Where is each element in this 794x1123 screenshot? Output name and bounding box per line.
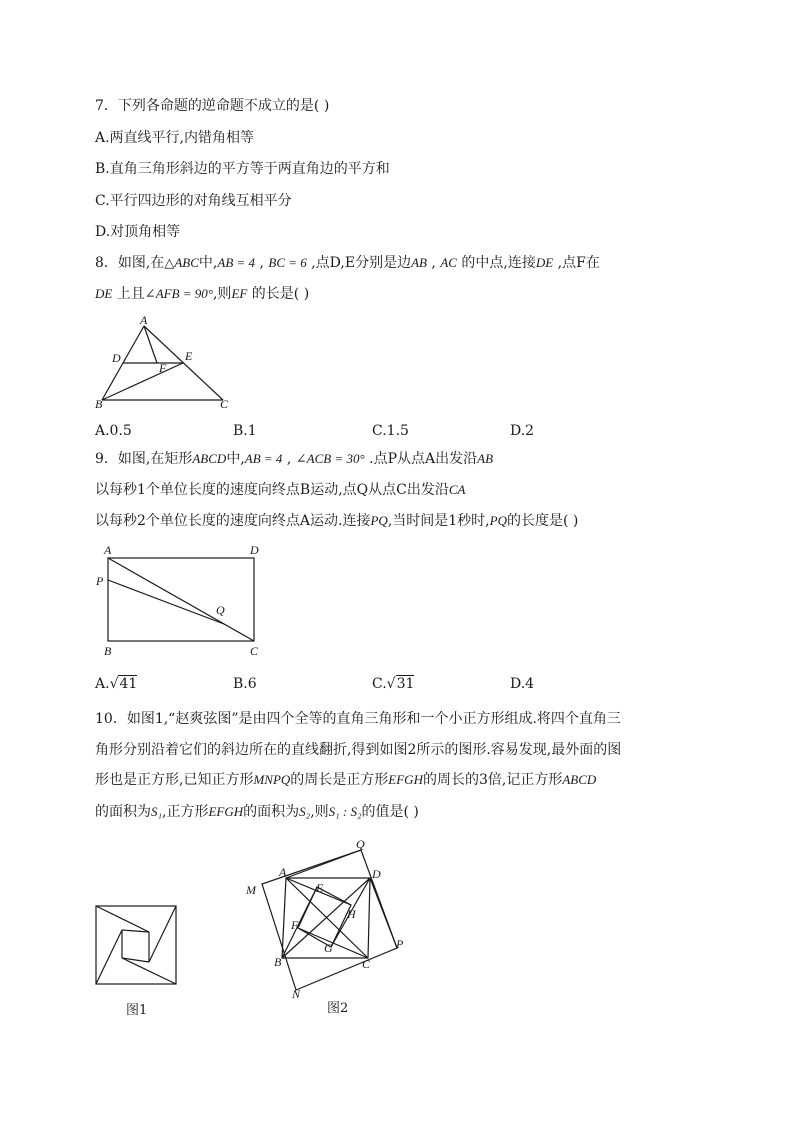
q8-stem-line1: 8．如图,在△ABC中,AB = 4 , BC = 6 ,点D,E分别是边AB , AC 的中点,连接DE ,点F在 [95,255,600,271]
fig2-label-b: B [274,955,282,969]
q7-option-d: D.对顶角相等 [95,224,181,240]
q8-label-b: B [95,397,103,411]
fig2-label-g: G [324,941,333,955]
q8-label-f: F [159,361,167,375]
q10-figure2-caption: 图2 [327,1001,349,1016]
q9-stem-line1: 9．如图,在矩形ABCD中,AB = 4 , ∠ACB = 30° .点P从点A出发沿AB [95,451,494,467]
q10-stem-line3: 形也是正方形,已知正方形MNPQ的周长是正方形EFGH的周长的3倍,记正方形ABCD [95,772,597,788]
q10-stem-line4: 的面积为S₁,正方形EFGH的面积为S₂,则S₁ : S₂的值是( ) [95,804,419,820]
q9-label-p: P [96,574,104,588]
fig2-label-e: E [316,881,324,895]
q9-choice-d: D.4 [510,676,535,692]
q10-stem-line2: 角形分别沿着它们的斜边所在的直线翻折,得到如图2所示的图形.容易发现,最外面的图 [95,742,622,758]
q8-label-c: C [220,397,229,411]
q8-label-d: D [112,351,121,365]
q10-stem-line1: 10．如图1,“赵爽弦图”是由四个全等的直角三角形和一个小正方形组成.将四个直角三 [95,711,621,727]
q9-label-c: C [250,644,259,658]
q9-label-a: A [104,543,112,557]
q8-label-a: A [140,313,148,327]
triangle-abc: △ABC [164,255,199,270]
fig2-label-n: N [292,987,301,1001]
fig2-label-q: Q [356,837,365,851]
q9-choice-b: B.6 [233,676,257,692]
q10-figure1-caption: 图1 [126,1003,148,1018]
q10-figure2 [236,832,416,1004]
q9-label-b: B [104,644,112,658]
q9-stem-line2: 以每秒1个单位长度的速度向终点B运动,点Q从点C出发沿CA [95,482,466,498]
q9-rectangle-figure [92,540,272,660]
fig2-label-h: H [347,907,356,921]
q9-label-q: Q [216,603,225,617]
q8-stem-line2: DE 上且∠AFB = 90°,则EF 的长是( ) [95,286,310,302]
q7-stem: 7．下列各命题的逆命题不成立的是( ) [95,98,330,114]
radicand-31: 31 [396,676,415,692]
q9-stem-line3: 以每秒2个单位长度的速度向终点A运动.连接PQ,当时间是1秒时,PQ的长度是( ) [95,513,579,529]
fig2-label-c: C [362,957,371,971]
q7-option-a: A.两直线平行,内错角相等 [95,130,255,146]
q9-choice-c: C.√31 [372,676,415,692]
fig2-label-p: P [396,937,404,951]
q8-triangle-figure [90,312,240,412]
q8-label-e: E [185,349,193,363]
fig2-label-a: A [279,865,287,879]
fig2-label-m: M [246,883,256,897]
q9-label-d: D [250,543,259,557]
radicand-41: 41 [119,676,138,692]
q8-choice-c: C.1.5 [372,423,409,439]
q7-option-c: C.平行四边形的对角线互相平分 [95,193,292,209]
q8-choice-a: A.0.5 [95,423,132,439]
q10-figure1 [92,902,182,988]
q9-choice-a: A.√41 [95,676,138,692]
fig2-label-d: D [372,867,381,881]
fig2-label-f: F [291,918,299,932]
q8-choice-b: B.1 [233,423,257,439]
q8-choice-d: D.2 [510,423,535,439]
q7-option-b: B.直角三角形斜边的平方等于两直角边的平方和 [95,161,390,177]
